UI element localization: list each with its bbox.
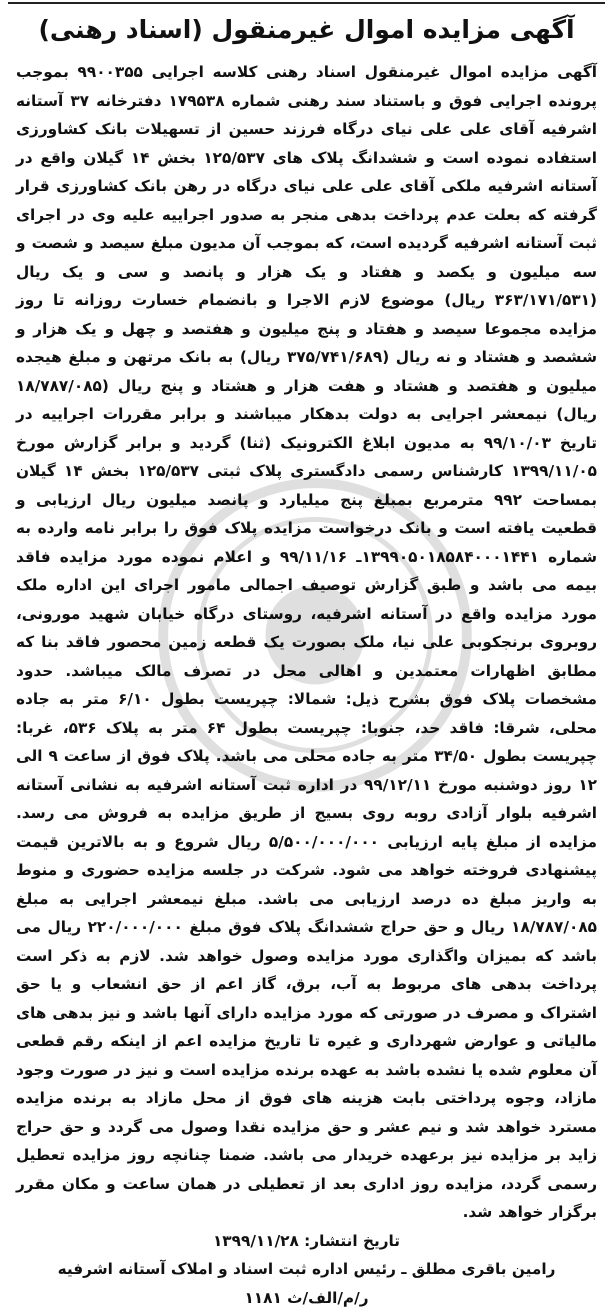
notice-body: آگهی مزایده اموال غیرمنقول اسناد رهنی کلاسه اجرایی ۹۹۰۰۳۵۵ بموجب پرونده اجرایی فوق و باستناد سند رهنی شماره ۱۷۹۵۳۸ دفترخانه ۳۷ آستانه اشرفیه آقای علی علی نیای درگاه فرزند حسین از تسهیلات بانک کشاورزی استفاده نموده است و ششدانگ پلاک های ۱۲۵/۵۳۷ بخش ۱۴ گیلان واقع در آستانه اشرفیه ملکی آقای علی علی نیای درگاه در رهن بانک کشاورزی قرار گرفته که بعلت عدم پرداخت بدهی منجر به صدور اجراییه علیه وی در اجرای ثبت آستانه اشرفیه گردیده است، که بموجب آن مدیون مبلغ سیصد و شصت و سه میلیون و یکصد و هفتاد و یک هزار و پانصد و سی و یک ریال (۳۶۳/۱۷۱/۵۳۱ ریال) موضوع لازم الاجرا و بانضمام خسارت روزانه تا روز مزایده مجموعا سیصد و هفتاد و پنج میلیون و هفتصد و چهل و یک هزار و ششصد و هشتاد و نه ریال (۳۷۵/۷۴۱/۶۸۹ ریال) به بانک مرتهن و مبلغ هیجده میلیون و هفتصد و هشتاد و هفت هزار و هشتاد و پنج ریال (۱۸/۷۸۷/۰۸۵ ریال) نیمعشر اجرایی به دولت بدهکار میباشند و برابر مقررات اجراییه در تاریخ ۹۹/۱۰/۰۳ به مدیون ابلاغ الکترونیک (ثنا) گردید و برابر گزارش مورخ ۱۳۹۹/۱۱/۰۵ کارشناس رسمی دادگستری پلاک ثبتی ۱۲۵/۵۳۷ بخش ۱۴ گیلان بمساحت ۹۹۲ مترمربع بمبلغ پنج میلیارد و پانصد میلیون ریال ارزیابی و قطعیت یافته است و بانک درخواست مزایده پلاک فوق را برابر نامه وارده به شماره ۱۳۹۹۰۵۰۱۸۵۸۴۰۰۰۱۴۴۱ـ ۹۹/۱۱/۱۶ و اعلام نموده مورد مزایده فاقد بیمه می باشد و طبق گزارش توصیف اجمالی مامور اجرای این اداره ملک مورد مزایده واقع در آستانه اشرفیه، روستای درگاه خیابان شهید مورونی، روبروی برنجکوبی علی نیا، ملک بصورت یک قطعه زمین محصور فاقد بنا که مطابق اظهارات معتمدین و اهالی محل در تصرف مالک میباشد. حدود مشخصات پلاک فوق بشرح ذیل: شمالا: چپریست بطول ۶/۱۰ متر به جاده محلی، شرقا: فاقد حد، جنوبا: چپریست بطول ۶۴ متر به پلاک ۵۳۶، غربا: چپریست بطول ۳۴/۵۰ متر به جاده محلی می باشد. پلاک فوق از ساعت ۹ الی ۱۲ روز دوشنبه مورخ ۹۹/۱۲/۱۱ در اداره ثبت آستانه اشرفیه به نشانی آستانه اشرفیه بلوار آزادی روبه روی بسیج از طریق مزایده به فروش می رسد. مزایده از مبلغ پایه ارزیابی ۵/۵۰۰/۰۰۰/۰۰۰ ریال شروع و به بالاترین قیمت پیشنهادی فروخته خواهد می شود. شرکت در جلسه مزایده حضوری و منوط به واریز مبلغ ده درصد ارزیابی می باشد. مبلغ نیمعشر اجرایی به مبلغ ۱۸/۷۸۷/۰۸۵ ریال و حق حراج ششدانگ پلاک فوق مبلغ ۲۲۰/۰۰۰/۰۰۰ ریال می باشد که بمیزان واگذاری مورد مزایده وصول خواهد شد. لازم به ذکر است پرداخت بدهی های مربوط به آب، برق، گاز اعم از حق انشعاب و یا حق اشتراک و مصرف در صورتی که مورد مزایده دارای آنها باشد و نیز بدهی های مالیاتی و عوارض شهرداری و غیره تا تاریخ مزایده اعم از اینکه رقم قطعی آن معلوم شده یا نشده باشد به عهده برنده مزایده است و نیز در صورت وجود مازاد، وجوه پرداختی بابت هزینه های فوق از محل مازاد به برنده مزایده مسترد خواهد شد و نیم عشر و حق مزایده نقدا وصول می گردد و حق حراج زاید بر مزایده نیز برعهده خریدار می باشد. ضمنا چنانچه روز مزایده تعطیل رسمی گردد، مزایده روز اداری بعد از تعطیلی در همان ساعت و مکان مقرر برگزار خواهد شد. [16,58,597,1227]
top-border [8,2,605,4]
publish-date: تاریخ انتشار: ۱۳۹۹/۱۱/۲۸ [16,1227,597,1256]
reference-code: ر/م/الف/ث ۱۱۸۱ [16,1284,597,1312]
signature-line: رامین باقری مطلق ـ رئیس اداره ثبت اسناد و املاک آستانه اشرفیه [16,1255,597,1284]
notice-title: آگهی مزایده اموال غیرمنقول (اسناد رهنی) [16,10,597,50]
